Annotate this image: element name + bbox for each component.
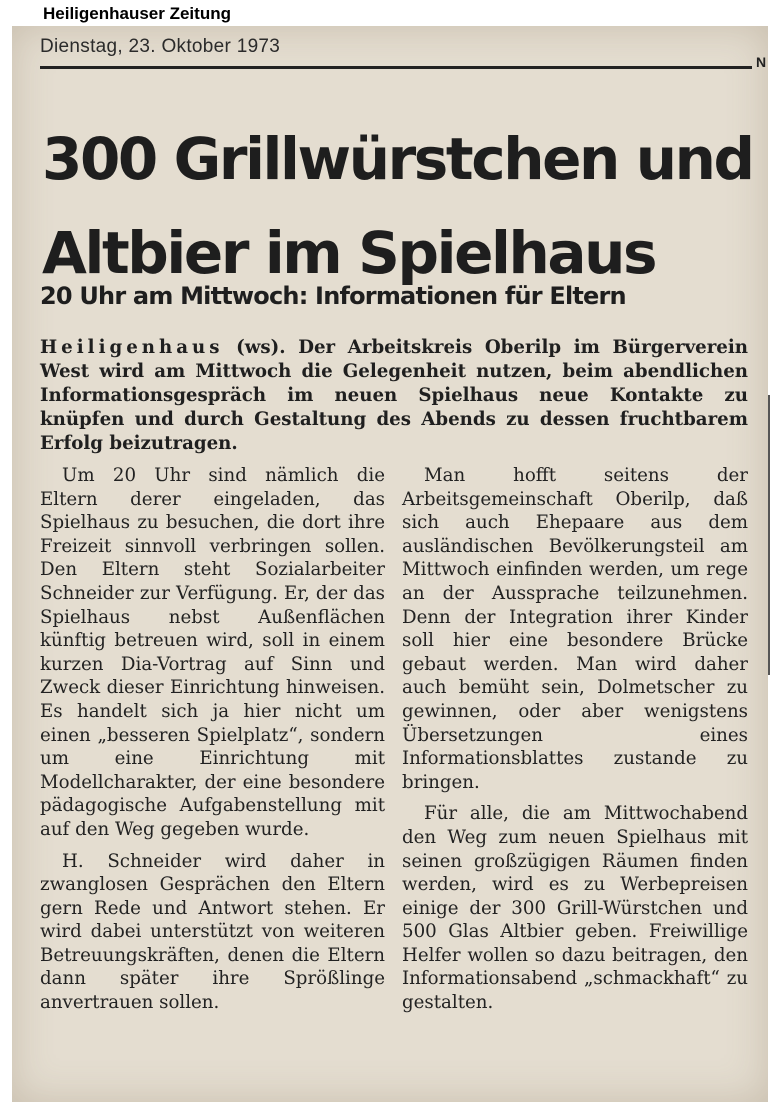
- clipping-edge-line: [768, 395, 770, 675]
- source-label: Heiligenhauser Zeitung: [43, 4, 231, 23]
- lead-paragraph: [40, 336, 748, 456]
- body-paragraph-1: Um 20 Uhr sind nämlich die Eltern derer eingeladen, das Spielhaus zu besuchen, die dort ihre Freizeit sinnvoll verbringen sollen. Den Eltern steht Sozialarbeiter Schneider zur Verfügung. Er, der das Spielhaus nebst Außenflächen künftig betreuen wird, soll in einem kurzen Dia-Vortrag auf Sinn und Zweck dieser Einrichtung hinweisen. Es handelt sich ja hier nicht um einen „besseren Spielplatz“, sondern um eine Einrichtung mit Modellcharakter, der eine besondere pädagogische Aufgabenstellung mit auf den Weg gegeben wurde.: [40, 465, 385, 840]
- corner-mark: N: [756, 54, 767, 70]
- subheadline: 20 Uhr am Mittwoch: Informationen für Eltern: [40, 282, 626, 310]
- dateline: Dienstag, 23. Oktober 1973: [40, 36, 281, 57]
- headline-line-2: Altbier im Spielhaus: [42, 219, 656, 287]
- lead-place: Heiligenhaus: [40, 337, 224, 358]
- article-column-left: [40, 464, 385, 1015]
- body-paragraph-3: Man hofft seitens der Arbeitsgemeinschaft Oberilp, daß sich auch Ehepaare aus dem ausländischen Bevölkerungsteil am Mittwoch einfinden werden, um rege an der Aussprache teilzunehmen. Denn der Integration ihrer Kinder soll hier eine besondere Brücke gebaut werden. Man wird daher auch bemüht sein, Dolmetscher zu gewinnen, oder aber wenigstens Übersetzungen eines Informationsblattes zustande zu bringen.: [402, 465, 748, 793]
- headline: [42, 112, 762, 300]
- lead-text: (ws). Der Arbeitskreis Oberilp im Bürgerverein West wird am Mittwoch die Gelegenheit nutzen, beim abendlichen Informationsgespräch im neuen Spielhaus neue Kontakte zu knüpfen und durch Gestaltung des Abends zu dessen fruchtbarem Erfolg beizutragen.: [40, 337, 748, 454]
- article-column-right: [402, 464, 748, 1015]
- headline-line-1: 300 Grillwürstchen und: [42, 125, 753, 193]
- body-paragraph-2: H. Schneider wird daher in zwanglosen Gesprächen den Eltern gern Rede und Antwort stehen. Er wird dabei unterstützt von weiteren Betreuungskräften, denen die Eltern dann später ihre Sprößlinge anvertrauen sollen.: [40, 850, 385, 1014]
- body-paragraph-4: Für alle, die am Mittwochabend den Weg zum neuen Spielhaus mit seinen großzügigen Räumen finden werden, wird es zu Werbepreisen einige der 300 Grill-Würstchen und 500 Glas Altbier geben. Freiwillige Helfer wollen so dazu beitragen, den Informationsabend „schmackhaft“ zu gestalten.: [402, 803, 748, 1014]
- dateline-rule: [40, 66, 752, 69]
